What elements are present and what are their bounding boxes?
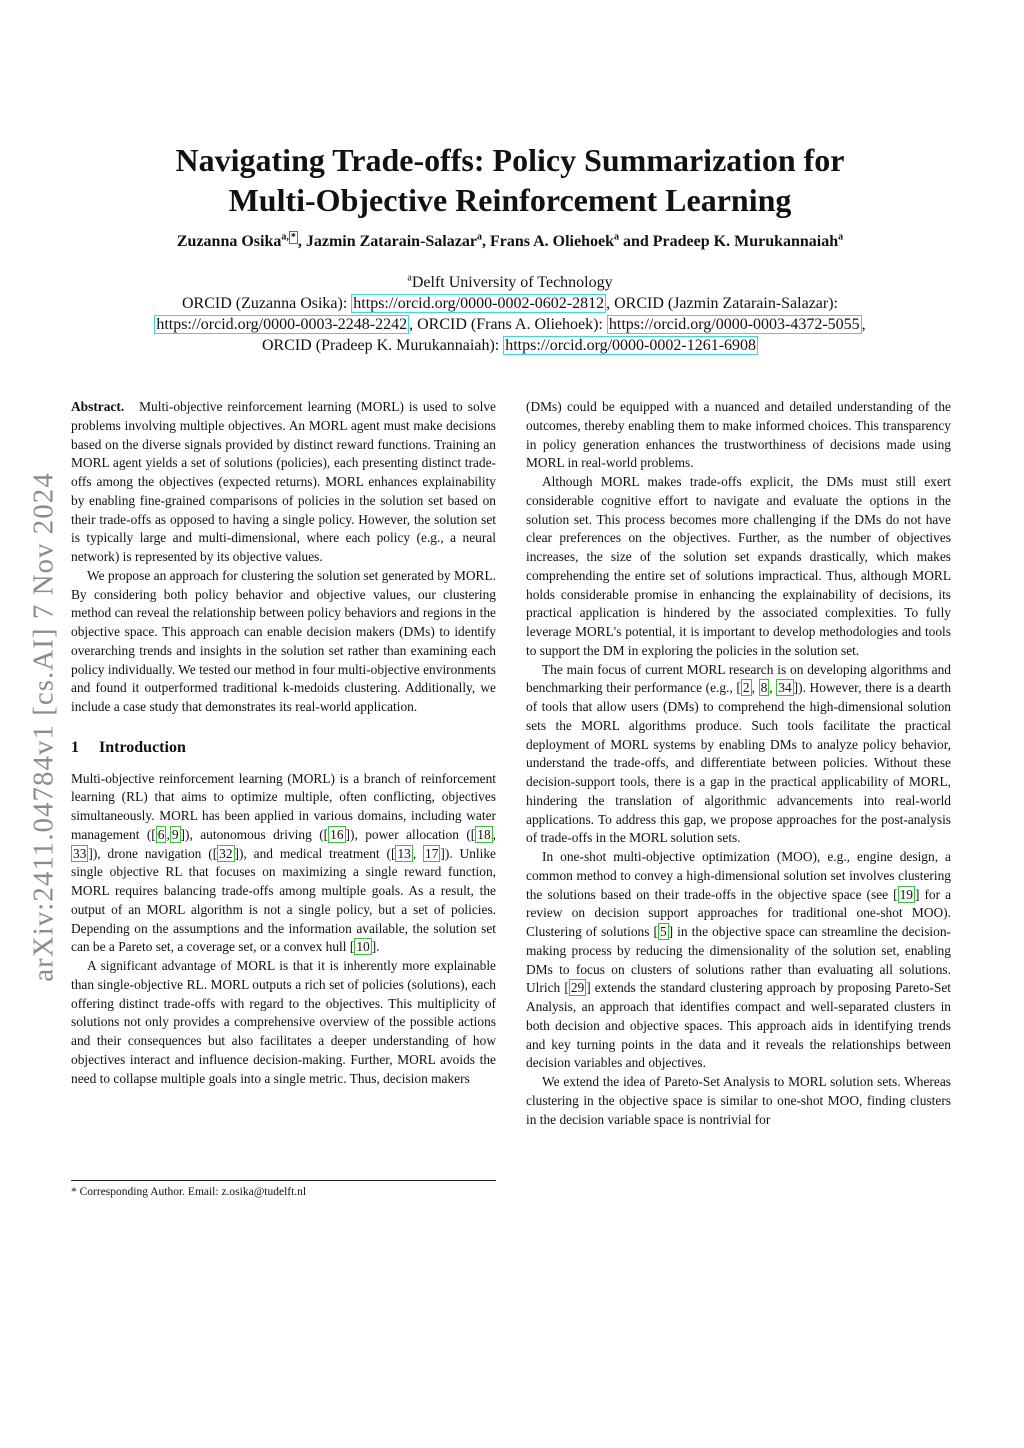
body-paragraph: Multi-objective reinforcement learning (MORL) is a branch of reinforcement learning (RL) that aims to optimize multiple, often conflicting, objectives simultaneously. MORL has been applied in various domains, including water management ([ 6 , 9 ]), autonomous driving ([ 16 ]), power allocation ([ 18 , 33 ]), drone navigation ([ 32 ]), and medical treatment ([ 13 , 17 ]). Unlike single objective RL that focuses on maximizing a single reward function, MORL requires balancing trade-offs among multiple goals. As a result, the output of an MORL algorithm is not a single policy, but a set of policies. Depending on the assumptions and the information available, the solution set can be a Pareto set, a coverage set, or a convex hull [ 10 ]. (71, 770, 496, 955)
citation-link[interactable]: 5 (659, 924, 667, 939)
body-paragraph: (DMs) could be equipped with a nuanced and detailed understanding of the outcomes, thereby enabling them to make informed choices. This transparency in policy generation enhances the trustworthiness of decisions made using MORL in real-world problems. (526, 399, 951, 471)
author-name: Frans A. Oliehoek (489, 233, 614, 250)
abstract-paragraph: Abstract. Multi-objective reinforcement learning (MORL) is used to solve problems involving multiple objectives. An MORL agent must make decisions based on the diverse signals provided by distinct reward functions. Training an MORL agent yields a set of solutions (policies), each presenting distinct trade-offs among the objectives (expected returns). MORL enhances explainability by enabling fine-grained comparisons of policies in the solution set based on their trade-offs as opposed to having a single policy. However, the solution set is typically large and multi-dimensional, where each policy (e.g., a neural network) is represented by its objective values. (71, 399, 496, 564)
body-paragraph: Although MORL makes trade-offs explicit, the DMs must still exert considerable cognitive effort to navigate and evaluate the options in the solution set. This process becomes more challenging if the DMs do not have clear preferences on the objectives. Further, as the number of objectives increases, the size of the solution set expands drastically, which makes comprehending the entire set of solutions impractical. Thus, although MORL holds considerable promise in enhancing the explainability of decisions, its practical application is hindered by the associated complexities. To fully leverage MORL's potential, it is important to develop methodologies and tools to support the DM in exploring the policies in the solution set. (526, 474, 951, 658)
corresponding-author-link[interactable]: * (290, 231, 296, 243)
orcid-link[interactable]: https://orcid.org/0000-0002-0602-2812 (353, 295, 605, 312)
orcid-line: https://orcid.org/0000-0003-2248-2242 , ORCID (Frans A. Oliehoek): https://orcid.org/0000-0003-4372-5055 , (156, 316, 866, 333)
orcid-link[interactable]: https://orcid.org/0000-0003-2248-2242 (156, 316, 408, 333)
citation-link[interactable]: 17 (425, 845, 439, 861)
orcid-link[interactable]: https://orcid.org/0000-0002-1261-6908 (505, 337, 757, 354)
orcid-link[interactable]: https://orcid.org/0000-0003-4372-5055 (608, 316, 860, 333)
body-paragraph: In one-shot multi-objective optimization (MOO), e.g., engine design, a common method to convey a high-dimensional solution set involves clustering the solutions based on their trade-offs in the objective space (see [ 19 ] for a review on decision support approaches for traditional one-shot MOO). Clustering of solutions [ 5 ] in the objective space can streamline the decision-making process by reducing the dimensionality of the solution set, enabling DMs to focus on clusters of solutions rather than evaluating all solutions. Ulrich [ 29 ] extends the standard clustering approach by proposing Pareto-Set Analysis, an approach that identifies compact and well-separated clusters in both decision and objective spaces. This approach aids in identifying trends and key turning points in the data and it reveals the relationships between decision variables and objectives. (526, 849, 952, 1071)
citation-link[interactable]: 29 (570, 980, 585, 996)
orcid-line: ORCID (Zuzanna Osika): https://orcid.org/0000-0002-0602-2812 , ORCID (Jazmin Zatarain-Salazar): (182, 295, 838, 312)
affiliation-mark: a (838, 231, 844, 243)
citation-link[interactable]: 34 (778, 680, 792, 696)
title-line-2: Multi-Objective Reinforcement Learning (228, 182, 792, 218)
section-heading: 1 Introduction (71, 738, 186, 756)
citation-link[interactable]: 32 (219, 845, 233, 861)
title-line-1: Navigating Trade-offs: Policy Summarization for (175, 142, 845, 178)
body-paragraph: A significant advantage of MORL is that it is inherently more explainable than single-objective RL. MORL outputs a rich set of policies (solutions), each offering distinct trade-offs with regard to the objectives. This multiplicity of solutions not only provides a comprehensive overview of the possible actions and their consequences but also facilitates a deeper understanding of how objectives interact and influence decision-making. Further, MORL avoids the need to collapse multiple goals into a single metric. Thus, decision makers (71, 958, 496, 1086)
author-name: Pradeep K. Murukannaiah (652, 233, 839, 250)
body-paragraph: The main focus of current MORL research is on developing algorithms and benchmarking their performance (e.g., [ 2 , 8 , 34 ]). However, there is a dearth of tools that allow users (DMs) to comprehend the high-dimensional solution sets the MORL algorithms produce. Such tools facilitate the practical deployment of MORL systems by enabling DMs to analyze policy behavior, understand the trade-offs, and differentiate between policies. Without these decision-support tools, there is a gap in the practical applicability of MORL, hindering the translation of algorithmic advancements into real-world applications. To address this gap, we propose approaches for the post-analysis of trade-offs in the MORL solution sets. (526, 661, 952, 846)
citation-link[interactable]: 33 (73, 845, 87, 861)
citation-link[interactable]: 2 (742, 680, 750, 696)
abstract-label: Abstract. (71, 399, 125, 414)
citation-link[interactable]: 13 (397, 845, 411, 861)
affiliation-mark: a (476, 231, 482, 243)
arxiv-identifier[interactable]: arXiv:2411.04784v1 [cs.AI] 7 Nov 2024 (27, 472, 60, 982)
paper-title (100, 140, 920, 220)
abstract-paragraph: We propose an approach for clustering the solution set generated by MORL. By considering both policy behavior and objective values, our clustering method can reveal the relationship between policy behaviors and regions in the objective space. This approach can enable decision makers (DMs) to identify overarching trends and insights in the solution set rather than examining each policy individually. We tested our method in four multi-objective environments and found it outperformed traditional k-medoids clustering. Additionally, we include a case study that demonstrates its real-world application. (71, 567, 496, 714)
affiliation-mark: a, (281, 231, 289, 243)
author-name: Jazmin Zatarain-Salazar (305, 233, 477, 250)
citation-link[interactable]: 18 (477, 826, 491, 842)
citation-link[interactable]: 10 (356, 939, 370, 955)
footnote: * Corresponding Author. Email: z.osika@tudelft.nl (71, 1186, 307, 1198)
right-column (526, 398, 951, 1129)
author-name: Zuzanna Osika (176, 233, 282, 250)
affiliation-mark: a (613, 231, 619, 243)
citation-link[interactable]: 6 (157, 826, 165, 842)
left-column (71, 398, 496, 1088)
citation-link[interactable]: 19 (899, 886, 913, 902)
author-list: Zuzanna Osika$^{a,}$ * , Jazmin Zatarain-Salazar$^a$, Frans A. Oliehoek$^a$ and Pradeep K. Murukannaiah$^a$ (176, 231, 844, 250)
body-paragraph: We extend the idea of Pareto-Set Analysis to MORL solution sets. Whereas clustering in the objective space is similar to one-shot MOO, finding clusters in the decision variable space is nontrivial for (526, 1074, 951, 1127)
citation-link[interactable]: 9 (171, 826, 179, 842)
affiliation-name: $^a$Delft University of Technology (407, 272, 613, 291)
orcid-line: ORCID (Pradeep K. Murukannaiah): https://orcid.org/0000-0002-1261-6908 (261, 337, 757, 354)
footnote-rule (71, 1180, 496, 1181)
citation-link[interactable]: 8 (760, 680, 768, 696)
citation-link[interactable]: 16 (330, 826, 344, 842)
affiliation-block (60, 272, 960, 356)
